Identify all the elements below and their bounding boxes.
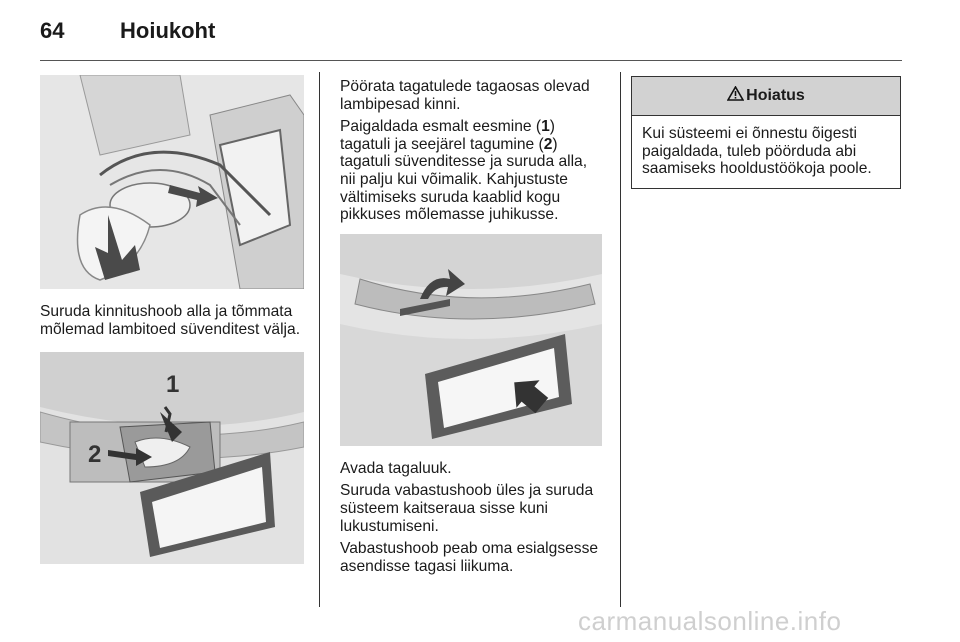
column-divider-left (319, 72, 320, 607)
paragraph-3: Avada tagaluuk. (340, 459, 452, 477)
warning-header (632, 77, 900, 116)
column-left (40, 75, 304, 564)
callout-1: 1 (166, 371, 180, 399)
page-number: 64 (40, 18, 65, 43)
warning-title: Hoiatus (746, 87, 805, 104)
caption-left: Suruda kinnitushoob alla ja tõmmata mõlemad lambitoed süvenditest välja. (40, 303, 301, 338)
column-middle (340, 78, 606, 580)
column-divider-right (620, 72, 621, 607)
chapter-title: Hoiukoht (120, 18, 216, 43)
warning-box (631, 76, 901, 189)
paragraph-2: Paigaldada esmalt eesmine (1) tagatuli ja seejärel tagumine (2) tagatuli süvenditesse ja suruda alla, nii palju kui võimalik. Kahjustuste vältimiseks suruda kaablid kogu pikkuses mõlemasse juhikusse. (340, 118, 588, 224)
paragraph-5: Vabastushoob peab oma esialgsesse asendisse tagasi liikuma. (340, 540, 599, 575)
warning-text: Kui süsteemi ei õnnestu õigesti paigaldada, tuleb pöörduda abi saamiseks hooldustöökoja poole. (642, 125, 872, 178)
figure-lamp-holder-release (40, 75, 304, 289)
paragraph-4: Suruda vabastushoob üles ja suruda süsteem kaitseraua sisse kuni lukustumiseni. (340, 482, 594, 535)
warning-triangle-icon (727, 86, 744, 106)
figure-lamp-install (40, 352, 304, 564)
watermark: carmanualsonline.info (578, 606, 842, 636)
paragraph-1: Pöörata tagatulede tagaosas olevad lambipesad kinni. (340, 78, 590, 113)
header-rule (40, 60, 902, 61)
callout-2: 2 (88, 441, 102, 469)
figure-bumper-insert (340, 234, 602, 446)
